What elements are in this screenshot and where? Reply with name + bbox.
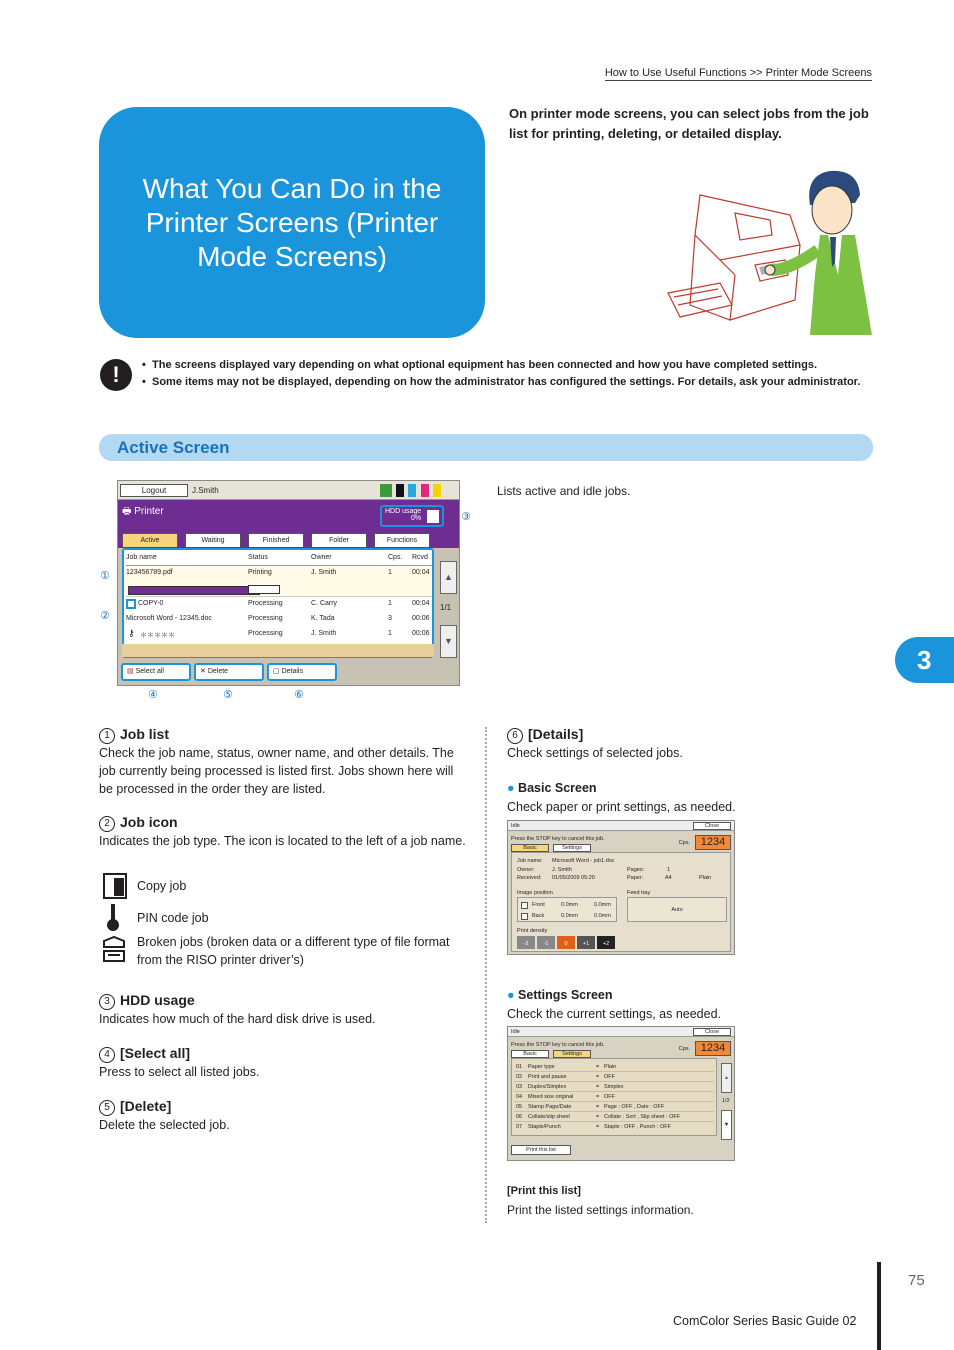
details-label: Details: [281, 668, 303, 675]
density-level[interactable]: +2: [597, 936, 615, 949]
callout-5: ⑤: [223, 689, 233, 701]
job-owner: K. Tada: [311, 615, 335, 622]
basic-screen-description: Check paper or print settings, as needed.: [507, 800, 736, 814]
pages-label: Pages:: [627, 867, 645, 873]
ink-black-icon: [396, 484, 404, 497]
job-icon-label: Broken jobs (broken data or a different type of file format from the RISO printer driver’s): [137, 935, 450, 967]
ink-cyan-icon: [408, 484, 416, 497]
tab-waiting[interactable]: Waiting: [185, 533, 241, 547]
setting-name: Staple/Punch: [528, 1124, 561, 1130]
item-number: 2: [99, 816, 115, 832]
settings-screen-description: Check the current settings, as needed.: [507, 1007, 722, 1021]
hdd-usage-label: HDD usage: [385, 508, 422, 515]
logout-button[interactable]: Logout: [120, 484, 188, 497]
page-indicator: 1/1: [440, 603, 452, 612]
back-label: Back: [532, 913, 545, 919]
user-at-printer-illustration: [660, 165, 872, 335]
close-button[interactable]: Close: [693, 822, 731, 830]
callout-3: ③: [461, 511, 471, 523]
bullet-icon: ●: [507, 781, 515, 795]
settings-row[interactable]: 04 Mixed size original = OFF: [514, 1092, 714, 1102]
breadcrumb[interactable]: How to Use Useful Functions >> Printer Mode Screens: [604, 67, 872, 79]
bullet-icon: ●: [507, 988, 515, 1002]
status-text: Idle: [511, 1029, 520, 1035]
stop-message: Press the STOP key to cancel this job.: [511, 1042, 605, 1048]
settings-screen-mockup: [507, 1026, 735, 1161]
table-header: [126, 551, 432, 566]
item-select-all: [99, 1045, 469, 1081]
settings-row[interactable]: 01 Paper type = Plain: [514, 1062, 714, 1072]
callout-2: ②: [100, 610, 110, 622]
received-value: 01/05/2009 05:20: [552, 875, 595, 881]
ink-levels: [380, 484, 458, 497]
job-icon-label: Copy job: [137, 879, 187, 893]
setting-name: Duplex/Simplex: [528, 1084, 567, 1090]
basic-screen-heading: [507, 781, 597, 795]
tab-finished[interactable]: Finished: [248, 533, 304, 547]
setting-number: 05: [516, 1104, 523, 1110]
item-hdd-usage: [99, 992, 469, 1028]
density-level[interactable]: -2: [517, 936, 535, 949]
column-header: Owner: [311, 554, 332, 561]
back-offset-x: 0.0mm: [561, 913, 578, 919]
refresh-icon[interactable]: [380, 484, 392, 497]
job-received: 00:06: [412, 615, 430, 622]
ink-yellow-icon: [433, 484, 441, 497]
tab-folder[interactable]: Folder: [311, 533, 367, 547]
column-divider: [485, 727, 487, 1223]
tab-settings[interactable]: Settings: [553, 844, 591, 852]
job-tabs: [122, 533, 442, 548]
setting-value: Plain: [604, 1064, 617, 1070]
job-received: 00:04: [412, 600, 430, 607]
man-figure: [765, 171, 872, 335]
scroll-down-button[interactable]: ▼: [440, 625, 457, 658]
delete-label: Delete: [207, 668, 229, 675]
item-number: 4: [99, 1047, 115, 1063]
ink-magenta-icon: [421, 484, 429, 497]
job-copies: 1: [388, 569, 392, 576]
owner-value: J. Smith: [552, 867, 572, 873]
details-button[interactable]: [267, 663, 337, 681]
setting-number: 02: [516, 1074, 523, 1080]
delete-button[interactable]: [194, 663, 264, 681]
setting-value: OFF: [604, 1094, 615, 1100]
note-item: • Some items may not be displayed, depending on how the administrator has configured the settings. For details, ask your administrator.: [142, 374, 872, 391]
setting-name: Paper type: [528, 1064, 555, 1070]
table-row[interactable]: [126, 627, 432, 642]
job-copies: 1: [388, 600, 392, 607]
details-icon: ▢: [273, 668, 280, 675]
job-name: COPY-0: [138, 600, 164, 607]
title-banner: [99, 107, 485, 338]
paper-label: Paper:: [627, 875, 644, 881]
item-number: 3: [99, 994, 115, 1010]
setting-name: Stamp Page/Date: [528, 1104, 572, 1110]
note-item: • The screens displayed vary depending on what optional equipment has been connected and how you have completed settings.: [142, 357, 872, 374]
density-level-selected[interactable]: 0: [557, 936, 575, 949]
job-name-value: Microsoft Word - job1.doc: [552, 858, 615, 864]
item-body: Press to select all listed jobs.: [99, 1065, 260, 1079]
print-density-label: Print density: [517, 928, 548, 934]
copy-job-icon: [102, 872, 128, 900]
job-status: Processing: [248, 630, 283, 637]
received-label: Received:: [517, 875, 542, 881]
delete-icon: ✕: [200, 668, 206, 675]
setting-value: Collate : Sort , Slip sheet : OFF: [604, 1114, 681, 1120]
back-icon: [521, 913, 528, 920]
scroll-controls: [440, 561, 457, 659]
feed-tray-label: Feed tray: [627, 890, 651, 896]
select-all-icon: ▤: [127, 668, 134, 675]
footer-bar: [877, 1262, 881, 1350]
broken-job-icon: [102, 935, 126, 963]
item-heading: [Details]: [528, 726, 584, 742]
close-button[interactable]: Close: [693, 1028, 731, 1036]
scroll-down-button[interactable]: ▼: [721, 1110, 732, 1140]
tab-active[interactable]: Active: [122, 533, 178, 547]
settings-list: [511, 1058, 717, 1136]
active-screen-mockup: [117, 480, 460, 686]
hdd-usage-indicator: [380, 505, 444, 527]
job-status: Printing: [248, 569, 272, 576]
hdd-usage-bar: [427, 510, 439, 523]
setting-value: Staple : OFF , Punch : OFF: [604, 1124, 671, 1130]
chapter-tab: 3: [895, 637, 954, 683]
scroll-up-button[interactable]: ▲: [721, 1063, 732, 1093]
note-list: [142, 357, 872, 391]
table-row[interactable]: [126, 566, 432, 597]
setting-number: 04: [516, 1094, 523, 1100]
table-row[interactable]: [126, 612, 432, 627]
item-heading: [Select all]: [120, 1045, 191, 1061]
item-details: [507, 726, 877, 762]
item-body: Delete the selected job.: [99, 1118, 230, 1132]
setting-name: Print and pause: [528, 1074, 567, 1080]
paper-size-value: A4: [665, 875, 672, 881]
copies-label: Cps.: [678, 840, 690, 846]
status-bar: [508, 821, 734, 831]
job-icon-label: PIN code job: [137, 911, 209, 925]
image-position-box: [517, 897, 617, 922]
select-all-label: Select all: [135, 668, 164, 675]
page-number: 75: [908, 1272, 925, 1289]
printer-label: Printer: [134, 506, 164, 517]
column-header: Status: [248, 554, 268, 561]
copies-counter: 1234: [695, 1041, 731, 1056]
item-body: Indicates the job type. The icon is located to the left of a job name.: [99, 834, 466, 848]
feed-tray-value: Auto: [627, 897, 727, 922]
job-list: [122, 548, 434, 658]
callout-4: ④: [148, 689, 158, 701]
settings-row[interactable]: 05 Stamp Page/Date = Page : OFF , Date : OFF: [514, 1102, 714, 1112]
density-level[interactable]: +1: [577, 936, 595, 949]
tab-basic[interactable]: Basic: [511, 844, 549, 852]
setting-value: Simplex: [604, 1084, 624, 1090]
page-indicator: 1/2: [722, 1098, 730, 1104]
item-job-list: [99, 726, 469, 798]
print-list-heading: [Print this list]: [507, 1185, 581, 1197]
front-offset-x: 0.0mm: [561, 902, 578, 908]
item-number: 6: [507, 728, 523, 744]
job-name: ＊＊＊＊＊: [140, 632, 175, 639]
intro-text: On printer mode screens, you can select jobs from the job list for printing, deleting, or detailed display.: [509, 106, 869, 141]
item-body: Check settings of selected jobs.: [507, 746, 683, 760]
job-name: Microsoft Word - 12345.doc: [126, 615, 212, 622]
job-name: 123456789.pdf: [126, 569, 173, 576]
item-heading: [Delete]: [120, 1098, 172, 1114]
basic-screen-title: Basic Screen: [518, 781, 597, 795]
item-heading: Job icon: [120, 814, 178, 830]
owner-label: Owner:: [517, 867, 535, 873]
job-name-label: Job name:: [517, 858, 543, 864]
item-number: 5: [99, 1100, 115, 1116]
print-list-description: Print the listed settings information.: [507, 1203, 694, 1217]
item-job-icon: [99, 814, 469, 850]
column-header: Rcvd: [412, 554, 428, 561]
callout-1: ①: [100, 570, 110, 582]
table-row[interactable]: [126, 597, 432, 612]
print-this-list-button[interactable]: Print this list: [511, 1145, 571, 1155]
column-header: Cps.: [388, 554, 403, 561]
caution-icon: !: [100, 359, 132, 391]
setting-name: Mixed size original: [528, 1094, 574, 1100]
paper-type-value: Plain: [699, 875, 712, 881]
setting-name: Collate/slip sheet: [528, 1114, 570, 1120]
status-text: Idle: [511, 823, 520, 829]
job-received: 00:06: [412, 630, 430, 637]
item-delete: [99, 1098, 469, 1134]
status-bar: [508, 1027, 734, 1037]
pages-value: 1: [667, 867, 671, 873]
setting-value: OFF: [604, 1074, 615, 1080]
setting-number: 06: [516, 1114, 523, 1120]
scroll-up-button[interactable]: ▲: [440, 561, 457, 594]
settings-screen-title: Settings Screen: [518, 988, 613, 1002]
user-name: J.Smith: [192, 486, 219, 495]
list-footer: [122, 644, 434, 657]
item-number: 1: [99, 728, 115, 744]
back-offset-y: 0.0mm: [594, 913, 611, 919]
progress-bar: [128, 586, 260, 595]
select-all-button[interactable]: [121, 663, 191, 681]
job-status: Processing: [248, 615, 283, 622]
pin-code-job-icon: [104, 904, 122, 932]
tab-functions[interactable]: Functions: [374, 533, 430, 547]
settings-row[interactable]: 06 Collate/slip sheet = Collate : Sort , Slip sheet : OFF: [514, 1112, 714, 1122]
job-owner: J. Smith: [311, 569, 337, 576]
tab-basic[interactable]: Basic: [511, 1050, 549, 1058]
pin-code-job-icon: ⚷: [128, 628, 135, 638]
tab-settings[interactable]: Settings: [553, 1050, 591, 1058]
section-title: Active Screen: [117, 438, 230, 457]
basic-info-panel: [511, 852, 731, 952]
item-body: Check the job name, status, owner name, and other details. The job currently being processed is listed first. Jobs shown here will be processed in the order they are listed.: [99, 746, 454, 796]
job-owner: J. Smith: [311, 630, 337, 637]
column-header: Job name: [126, 554, 157, 561]
item-body: Indicates how much of the hard disk drive is used.: [99, 1012, 376, 1026]
job-received: 00:04: [412, 569, 430, 576]
stop-message: Press the STOP key to cancel this job.: [511, 836, 605, 842]
settings-row[interactable]: 07 Staple/Punch = Staple : OFF , Punch : OFF: [516, 1124, 671, 1130]
job-copies: 1: [388, 630, 392, 637]
density-selector: [517, 936, 617, 949]
job-owner: C. Carry: [311, 600, 338, 607]
guide-title: ComColor Series Basic Guide 02: [673, 1314, 857, 1328]
copies-label: Cps.: [678, 1046, 690, 1052]
settings-row[interactable]: 03 Duplex/Simplex = Simplex: [514, 1082, 714, 1092]
copy-job-icon: [126, 599, 136, 609]
setting-number: 01: [516, 1064, 523, 1070]
setting-value: Page : OFF , Date : OFF: [604, 1104, 665, 1110]
item-heading: Job list: [120, 726, 170, 742]
settings-row[interactable]: 02 Print and pause = OFF: [514, 1072, 714, 1082]
screen-description: Lists active and idle jobs.: [497, 484, 631, 498]
image-position-label: Image position: [517, 890, 553, 896]
front-icon: [521, 902, 528, 909]
front-offset-y: 0.0mm: [594, 902, 611, 908]
job-copies: 3: [388, 615, 392, 622]
density-level[interactable]: -1: [537, 936, 555, 949]
callout-6: ⑥: [294, 689, 304, 701]
item-heading: HDD usage: [120, 992, 195, 1008]
basic-screen-mockup: [507, 820, 735, 955]
front-label: Front: [532, 902, 545, 908]
setting-number: 03: [516, 1084, 523, 1090]
settings-screen-heading: [507, 988, 613, 1002]
printer-mode-label: 🖶 Printer: [122, 506, 164, 517]
setting-number: 07: [516, 1124, 523, 1130]
job-status: Processing: [248, 600, 283, 607]
copies-counter: 1234: [695, 835, 731, 850]
progress-status-box: [248, 585, 280, 594]
hdd-usage-value: 0%: [411, 515, 422, 522]
page-title: What You Can Do in the Printer Screens (Printer Mode Screens): [142, 172, 442, 272]
